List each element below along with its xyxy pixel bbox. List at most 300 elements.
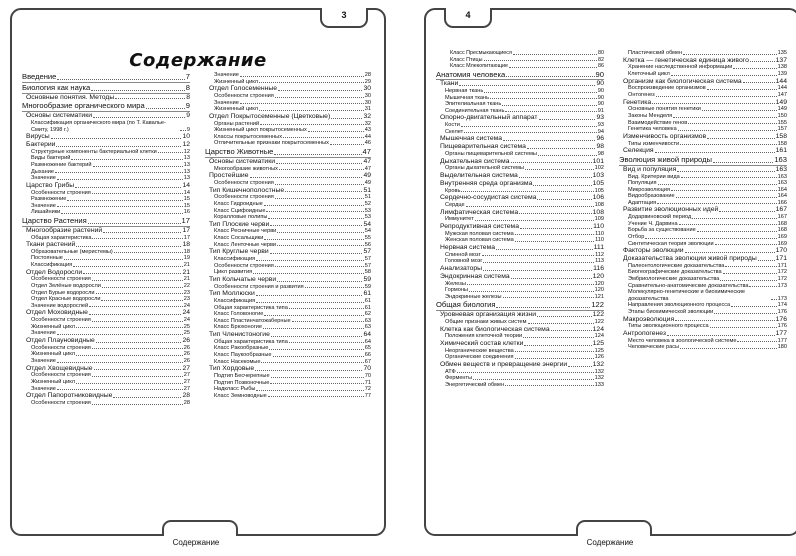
toc-entry-title: Генетика человека — [628, 126, 677, 133]
toc-entry — [205, 345, 371, 352]
toc-entry-title: Классы покрытосеменных — [214, 133, 282, 140]
toc-entry-title: Класс Пресмыкающиеся — [450, 50, 512, 56]
toc-entry-page: 120 — [594, 280, 604, 287]
toc-entry-page: 57 — [364, 262, 371, 269]
toc-entry-title: Размножение — [31, 196, 67, 203]
dot-leader — [51, 138, 182, 139]
toc-entry — [205, 140, 371, 147]
dot-leader — [707, 138, 774, 139]
dot-leader — [461, 191, 593, 192]
toc-entry-title: Класс Ленточные черви — [214, 241, 277, 248]
toc-entry — [436, 301, 604, 311]
toc-entry — [205, 127, 371, 134]
toc-entry-title: Общая характеристика типа — [214, 338, 288, 345]
dot-leader — [568, 366, 591, 367]
toc-entry-title: Иммунитет — [445, 216, 474, 223]
dot-leader — [259, 110, 364, 111]
dot-leader — [714, 313, 776, 314]
toc-entry-title: Внутренняя среда организма — [440, 179, 533, 187]
toc-entry-page: 106 — [592, 194, 604, 202]
toc-entry-title: Доказательства эволюции живой природы — [623, 255, 757, 263]
toc-entry — [22, 309, 190, 317]
dot-leader — [749, 286, 776, 287]
toc-entry-title: Надкласс Рыбы — [214, 386, 256, 393]
page-tab-top — [320, 8, 368, 28]
dot-leader — [264, 205, 364, 206]
toc-entry-page: 61 — [363, 290, 371, 298]
dot-leader — [92, 193, 183, 194]
toc-entry — [619, 338, 787, 345]
dot-leader — [256, 295, 363, 296]
toc-entry — [22, 182, 190, 190]
toc-entry — [22, 196, 190, 203]
toc-entry — [619, 78, 787, 86]
dot-leader — [527, 148, 596, 149]
dot-leader — [275, 184, 364, 185]
dot-leader — [83, 273, 181, 274]
toc-entry — [436, 143, 604, 151]
page-tab-bottom — [576, 520, 652, 536]
toc-entry-title: Молекулярно-генетические и биохимические доказательства — [628, 289, 745, 302]
toc-entry-title: Анализаторы — [440, 264, 483, 272]
dot-leader — [92, 404, 183, 405]
dot-leader — [655, 152, 775, 153]
toc-entry-title: Клетка как биологическая система — [440, 325, 550, 333]
dot-leader — [645, 238, 776, 239]
toc-entry-page: 9 — [185, 101, 190, 111]
toc-entry-title: Соединительная ткань — [445, 107, 505, 114]
toc-entry — [619, 227, 787, 234]
toc-entry-page: 173 — [777, 295, 787, 302]
toc-entry-page: 94 — [597, 128, 604, 135]
toc-entry-title: Гормоны — [445, 287, 468, 294]
toc-entry-page: 171 — [775, 255, 787, 263]
toc-entry-page: 26 — [183, 358, 190, 364]
dot-leader — [115, 98, 185, 99]
toc-entry-title: Эндокринные железы — [445, 293, 502, 300]
toc-entry-page: 54 — [364, 228, 371, 235]
toc-entry — [619, 64, 787, 71]
dot-leader — [469, 291, 594, 292]
toc-entry-page: 137 — [775, 56, 787, 64]
toc-entry-title: Додарвиновский период — [628, 214, 692, 221]
toc-entry-title: Отдел Моховидные — [26, 309, 88, 317]
toc-entry-page: 27 — [183, 378, 190, 385]
toc-entry-page: 16 — [183, 209, 190, 216]
toc-entry-page: 126 — [594, 354, 604, 361]
toc-entry-title: Отдел Зелёные водоросли — [31, 283, 101, 290]
dot-leader — [671, 190, 777, 191]
toc-entry-title: Отдел Бурые водоросли — [31, 289, 95, 296]
toc-entry-title: Подтип Позвоночные — [214, 379, 270, 386]
toc-entry-title: Нервная система — [440, 243, 496, 251]
toc-entry-title: Вид и популяция — [623, 165, 677, 173]
toc-entry — [436, 135, 604, 143]
toc-entry-title: Генетика — [623, 98, 652, 106]
toc-entry — [22, 255, 190, 262]
toc-entry-title: Значение — [31, 385, 56, 392]
toc-entry-title: Особенности строения — [31, 399, 91, 406]
dot-leader — [277, 281, 362, 282]
toc-entry-page: 158 — [775, 132, 787, 140]
page-title: Содержание — [129, 50, 267, 71]
toc-entry — [436, 223, 604, 231]
toc-entry — [436, 382, 604, 389]
toc-entry-title: Органы растений — [214, 120, 260, 127]
toc-entry-title: Общая биология — [436, 300, 496, 310]
toc-entry — [205, 187, 371, 195]
dot-leader — [710, 327, 777, 328]
toc-entry-page: 15 — [183, 202, 190, 209]
dot-leader — [158, 152, 183, 153]
toc-entry-title: Сравнительно-анатомические доказательства — [628, 282, 749, 289]
dot-leader — [92, 280, 183, 281]
toc-entry — [22, 141, 190, 149]
dot-leader — [256, 260, 364, 261]
dot-leader — [513, 54, 597, 55]
dot-leader — [688, 123, 776, 124]
toc-entry-page: 29 — [364, 78, 371, 85]
toc-entry — [205, 311, 371, 318]
dot-leader — [652, 103, 775, 104]
toc-entry-title: Изменчивость организмов — [623, 132, 707, 140]
toc-entry — [436, 80, 604, 88]
dot-leader — [658, 184, 777, 185]
dot-leader — [89, 306, 183, 307]
toc-entry — [22, 169, 190, 176]
toc-entry-title: Сердце — [445, 202, 465, 209]
toc-entry-page: 8 — [186, 93, 190, 101]
dot-leader — [511, 278, 592, 279]
toc-entry — [22, 73, 190, 83]
toc-entry — [22, 84, 190, 94]
toc-entry — [436, 209, 604, 217]
dot-leader — [264, 239, 363, 240]
toc-entry-page: 32 — [363, 112, 371, 120]
toc-entry-title: Организм как биологическая система — [623, 77, 742, 85]
toc-entry-title: Коралловые полипы — [214, 214, 268, 221]
toc-entry-page: 64 — [363, 331, 371, 338]
toc-entry — [22, 303, 190, 310]
toc-entry-title: Значение — [214, 72, 239, 78]
toc-entry — [436, 122, 604, 129]
toc-entry-page: 173 — [777, 282, 787, 289]
toc-entry-title: Антропогенез — [623, 329, 667, 337]
toc-entry-page: 122 — [592, 311, 604, 319]
toc-entry — [22, 372, 190, 379]
footer-right: Содержание — [586, 538, 634, 547]
dot-leader — [270, 383, 363, 384]
page-number: 3 — [341, 10, 347, 20]
dot-leader — [101, 300, 182, 301]
dot-leader — [261, 362, 363, 363]
toc-entry-page: 121 — [594, 293, 604, 300]
dot-leader — [94, 369, 182, 370]
toc-entry — [205, 276, 371, 284]
toc-entry-title: Типы эволюционного процесса — [628, 323, 709, 330]
dot-leader — [482, 255, 594, 256]
toc-entry — [22, 209, 190, 216]
toc-entry-title: Эпителиальная ткань — [445, 101, 502, 108]
dot-leader — [743, 82, 775, 83]
toc-entry-title: Введение — [22, 72, 57, 81]
toc-entry-page: 9 — [186, 126, 190, 133]
toc-entry-page: 56 — [364, 241, 371, 248]
toc-entry-page: 163 — [777, 180, 787, 187]
toc-entry-page: 105 — [592, 179, 604, 187]
toc-entry-page: 32 — [364, 120, 371, 127]
dot-leader — [677, 171, 774, 172]
toc-entry-page: 55 — [364, 235, 371, 242]
toc-entry — [619, 316, 787, 324]
dot-leader — [88, 223, 181, 224]
toc-entry — [619, 126, 787, 133]
toc-entry-page: 167 — [775, 206, 787, 214]
dot-leader — [475, 220, 594, 221]
toc-entry — [619, 283, 787, 290]
toc-entry-title: Отличительные признаки покрытосеменных — [214, 140, 329, 147]
toc-column-left-1 — [22, 72, 190, 407]
toc-entry-title: Женская половая система — [445, 237, 514, 244]
toc-entry-title: Класс Насекомые — [214, 358, 261, 365]
dot-leader — [680, 348, 777, 349]
toc-entry-page: 169 — [777, 234, 787, 241]
toc-entry-title: Основные понятия. Методы — [26, 93, 115, 101]
toc-entry — [22, 241, 190, 249]
toc-entry-title: Класс Птицы — [450, 56, 483, 63]
toc-entry — [205, 172, 371, 180]
toc-entry-page: 53 — [364, 214, 371, 221]
toc-entry-title: Жизненный цикл — [214, 78, 259, 85]
toc-entry-page: 67 — [364, 358, 371, 365]
toc-entry-title: Типы изменчивости — [628, 140, 680, 147]
dot-leader — [271, 377, 364, 378]
toc-entry-page: 14 — [183, 189, 190, 196]
toc-entry-title: Положения клеточной теории — [445, 333, 523, 340]
toc-entry-page: 54 — [363, 220, 371, 228]
toc-entry-page: 110 — [595, 230, 604, 237]
toc-entry — [436, 375, 604, 382]
dot-leader — [57, 389, 183, 390]
dot-leader — [285, 191, 362, 192]
toc-entry-title: Особенности строения — [31, 372, 91, 379]
dot-leader — [55, 172, 183, 173]
dot-leader — [274, 154, 361, 155]
dot-leader — [96, 293, 183, 294]
toc-entry — [436, 202, 604, 209]
toc-entry-title: Взаимодействие генов — [628, 119, 688, 126]
toc-entry — [619, 99, 787, 107]
toc-entry-title: Класс Паукообразные — [214, 351, 272, 358]
toc-entry — [22, 283, 190, 290]
dot-leader — [719, 211, 774, 212]
toc-entry-title: Подтип Бесчерепные — [214, 372, 270, 379]
dot-leader — [76, 355, 183, 356]
toc-entry — [436, 273, 604, 281]
toc-entry-title: Класс Пластинчатожаберные — [214, 317, 291, 324]
toc-entry-page: 21 — [182, 268, 190, 276]
toc-entry-title: Опорно-двигательный аппарат — [440, 114, 538, 122]
toc-entry-page: 18 — [182, 241, 190, 249]
toc-entry — [205, 72, 371, 79]
toc-entry-page: 167 — [777, 214, 787, 221]
toc-entry-title: Нервная ткань — [445, 88, 484, 95]
toc-entry-title: Борьба за существование — [628, 227, 696, 234]
dot-leader — [146, 108, 185, 109]
toc-entry-page: 18 — [183, 248, 190, 255]
toc-entry-page: 70 — [363, 365, 371, 373]
toc-entry-page: 125 — [592, 339, 604, 347]
dot-leader — [75, 187, 181, 188]
toc-entry-page: 71 — [364, 379, 371, 386]
toc-entry — [22, 330, 190, 337]
dot-leader — [91, 90, 185, 91]
toc-entry-title: Отбор — [628, 234, 645, 241]
toc-entry-page: 124 — [592, 325, 604, 333]
toc-entry — [436, 165, 604, 172]
toc-entry-page: 168 — [777, 220, 787, 227]
toc-entry — [22, 227, 190, 235]
toc-entry-page: 59 — [364, 283, 371, 290]
dot-leader — [733, 68, 776, 69]
toc-entry — [205, 248, 371, 256]
toc-entry-title: Пластический обмен — [628, 50, 683, 56]
toc-entry-page: 10 — [182, 133, 190, 141]
dot-leader — [270, 253, 363, 254]
toc-entry-title: Основы систематики — [26, 112, 92, 120]
toc-entry-page: 49 — [364, 179, 371, 186]
toc-entry-title: Класс Ресничные черви — [214, 228, 277, 235]
toc-entry-page: 91 — [597, 107, 604, 114]
toc-entry — [205, 339, 371, 346]
toc-entry-title: Неорганические вещества — [445, 347, 514, 354]
toc-entry-title: Хранение наследственной информации — [628, 64, 733, 71]
dot-leader — [505, 111, 596, 112]
toc-entry-title: Значение — [214, 99, 239, 106]
toc-entry-title: Особенности строения — [214, 194, 274, 201]
toc-entry-page: 120 — [592, 272, 604, 280]
toc-entry-title: Биология как наука — [22, 82, 91, 92]
toc-entry-title: Селекция — [623, 147, 654, 155]
toc-entry — [205, 221, 371, 229]
toc-entry-title: Многообразие растений — [26, 226, 103, 234]
toc-entry-page: 108 — [594, 202, 604, 209]
toc-entry-page: 133 — [594, 381, 604, 388]
toc-entry — [22, 365, 190, 373]
toc-entry-page: 180 — [777, 344, 787, 351]
toc-entry — [205, 106, 371, 113]
toc-entry-page: 96 — [596, 135, 604, 143]
toc-entry-page: 139 — [777, 70, 787, 77]
toc-entry — [205, 242, 371, 249]
dot-leader — [276, 163, 362, 164]
toc-entry-page: 25 — [183, 330, 190, 337]
toc-entry — [619, 247, 787, 255]
toc-entry-title: Выделительная система — [440, 172, 518, 180]
toc-entry — [619, 269, 787, 276]
toc-entry-title: Жизненный цикл — [31, 351, 76, 358]
dot-leader — [519, 213, 592, 214]
toc-entry — [619, 309, 787, 316]
toc-entry-title: Видообразование — [628, 193, 675, 200]
dot-leader — [737, 341, 776, 342]
dot-leader — [268, 218, 363, 219]
toc-entry-page: 47 — [363, 157, 371, 165]
dot-leader — [256, 302, 364, 303]
dot-leader — [725, 266, 776, 267]
toc-entry-title: Тип Плоские черви — [209, 220, 270, 228]
dot-leader — [305, 287, 364, 288]
toc-entry-page: 138 — [777, 64, 787, 71]
toc-entry — [22, 324, 190, 331]
toc-entry — [205, 305, 371, 312]
toc-entry-page: 14 — [182, 181, 190, 189]
toc-entry-page: 166 — [777, 199, 787, 206]
toc-entry — [22, 296, 190, 303]
toc-entry — [205, 235, 371, 242]
right-page — [424, 8, 796, 536]
toc-entry — [436, 63, 604, 70]
dot-leader — [269, 349, 363, 350]
toc-entry-title: Общая характеристика — [31, 234, 92, 241]
dot-leader — [533, 185, 591, 186]
toc-entry — [436, 281, 604, 288]
dot-leader — [289, 308, 364, 309]
dot-leader — [509, 67, 597, 68]
dot-leader — [270, 225, 362, 226]
toc-entry — [436, 340, 604, 348]
dot-leader — [273, 356, 364, 357]
toc-entry-title: Общая характеристика типа — [214, 304, 288, 311]
dot-leader — [525, 169, 594, 170]
toc-entry — [205, 290, 371, 298]
toc-entry-title: Отдел Хвощевидные — [26, 364, 93, 372]
toc-entry — [205, 148, 371, 158]
toc-entry-title: Основные понятия генетики — [628, 106, 701, 113]
dot-leader — [57, 334, 183, 335]
page-tab-top — [444, 8, 492, 28]
toc-entry — [619, 133, 787, 141]
toc-entry — [22, 290, 190, 297]
toc-entry — [619, 71, 787, 78]
dot-leader — [264, 315, 363, 316]
toc-entry-title: Адаптация — [628, 199, 657, 206]
toc-entry — [436, 237, 604, 244]
toc-entry-title: Клеточный цикл — [628, 70, 670, 77]
toc-entry — [436, 114, 604, 122]
toc-entry — [22, 190, 190, 197]
toc-entry — [436, 265, 604, 273]
dot-leader — [685, 252, 775, 253]
toc-entry-page: 26 — [182, 337, 190, 345]
toc-entry-title: Значение — [31, 202, 56, 209]
toc-entry-page: 93 — [596, 114, 604, 122]
toc-entry-page: 43 — [364, 127, 371, 134]
dot-leader — [92, 321, 183, 322]
toc-entry — [619, 302, 787, 309]
toc-entry-page: 12 — [183, 148, 190, 155]
toc-entry-page: 70 — [364, 372, 371, 379]
toc-entry-page: 176 — [777, 309, 787, 315]
dot-leader — [731, 306, 777, 307]
toc-entry — [436, 369, 604, 376]
dot-leader — [758, 260, 775, 261]
toc-entry — [205, 208, 371, 215]
toc-entry-title: Особенности строения — [214, 262, 274, 269]
toc-entry — [436, 333, 604, 340]
toc-entry — [205, 386, 371, 393]
toc-entry-page: 63 — [364, 317, 371, 324]
